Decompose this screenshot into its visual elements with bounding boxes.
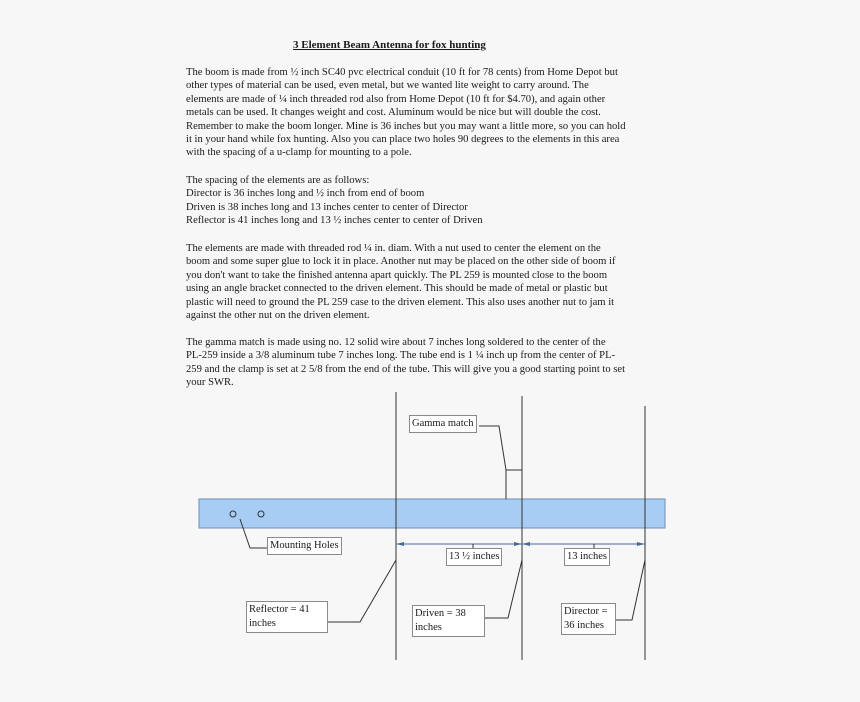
paragraph-line: using an angle bracket connected to the driven element. This should be made of metal or plastic but: [186, 283, 608, 295]
paragraph-line: it in your hand while fox hunting. Also you can place two holes 90 degrees to the elements in this area: [186, 134, 620, 146]
mounting-holes-label: Mounting Holes: [267, 537, 342, 555]
paragraph-line: Director is 36 inches long and ½ inch from end of boom: [186, 188, 425, 200]
paragraph-line: with the spacing of a u-clamp for mounting to a pole.: [186, 147, 412, 159]
director-label-line: Director =: [564, 606, 608, 617]
paragraph-line: boom and some super glue to lock it in place. Another nut may be placed on the other side of boom if: [186, 256, 616, 268]
driven-label-line: Driven = 38: [415, 608, 466, 619]
reflector-label-line: Reflector = 41: [249, 604, 310, 615]
document-title: 3 Element Beam Antenna for fox hunting: [293, 39, 486, 51]
paragraph-line: PL-259 inside a 3/8 aluminum tube 7 inches long. The tube end is 1 ¼ inch up from the center of PL-: [186, 350, 616, 362]
paragraph-line: The elements are made with threaded rod ¼ in. diam. With a nut used to center the element on the: [186, 243, 601, 254]
paragraph-line: against the other nut on the driven element.: [186, 310, 370, 322]
spacing-label-driven-director: 13 inches: [564, 548, 610, 566]
reflector-label-line: inches: [249, 618, 276, 629]
gamma-match-label: Gamma match: [409, 415, 477, 433]
boom: [199, 499, 665, 528]
director-label-line: 36 inches: [564, 620, 604, 631]
paragraph-line: Remember to make the boom longer. Mine is 36 inches but you may want a little more, so you can hold: [186, 120, 626, 132]
paragraph-line: your SWR.: [186, 377, 234, 389]
driven-leader: [485, 560, 522, 618]
paragraph-line: Driven is 38 inches long and 13 inches center to center of Director: [186, 201, 468, 213]
paragraph-line: 259 and the clamp is set at 2 5/8 from the end of the tube. This will give you a good starting point to set: [186, 363, 626, 375]
paragraph-line: other types of material can be used, even metal, but we wanted lite weight to carry around. The: [186, 80, 589, 92]
paragraph-line: The spacing of the elements are as follows:: [186, 175, 370, 186]
driven-label-line: inches: [415, 622, 442, 633]
dimension-arrow: [522, 542, 530, 546]
paragraph-line: The gamma match is made using no. 12 solid wire about 7 inches long soldered to the center of the: [186, 337, 606, 348]
paragraph-line: you don't want to take the finished antenna apart quickly. The PL 259 is mounted close to the boom: [186, 269, 608, 281]
gamma-match-leader: [479, 426, 506, 499]
paragraph-line: metals can be used. It changes weight and cost. Aluminum would be nice but will double the cost.: [186, 107, 601, 119]
dimension-arrow: [514, 542, 522, 546]
director-label: [561, 603, 616, 635]
paragraph-line: plastic will need to ground the PL 259 case to the driven element. This also uses another nut to jam it: [186, 296, 615, 308]
paragraph-line: elements are made of ¼ inch threaded rod also from Home Depot (10 ft for $4.70), and again other: [186, 93, 606, 105]
dimension-arrow: [396, 542, 404, 546]
director-leader: [616, 560, 645, 620]
dimension-arrow: [637, 542, 645, 546]
paragraph-line: Reflector is 41 inches long and 13 ½ inches center to center of Driven: [186, 215, 483, 227]
spacing-label-reflector-driven: 13 ½ inches: [446, 548, 502, 566]
reflector-label: [246, 601, 328, 633]
paragraph-line: The boom is made from ½ inch SC40 pvc electrical conduit (10 ft for 78 cents) from Home Depot but: [186, 67, 618, 78]
reflector-leader: [328, 560, 396, 622]
driven-label: [412, 605, 485, 637]
